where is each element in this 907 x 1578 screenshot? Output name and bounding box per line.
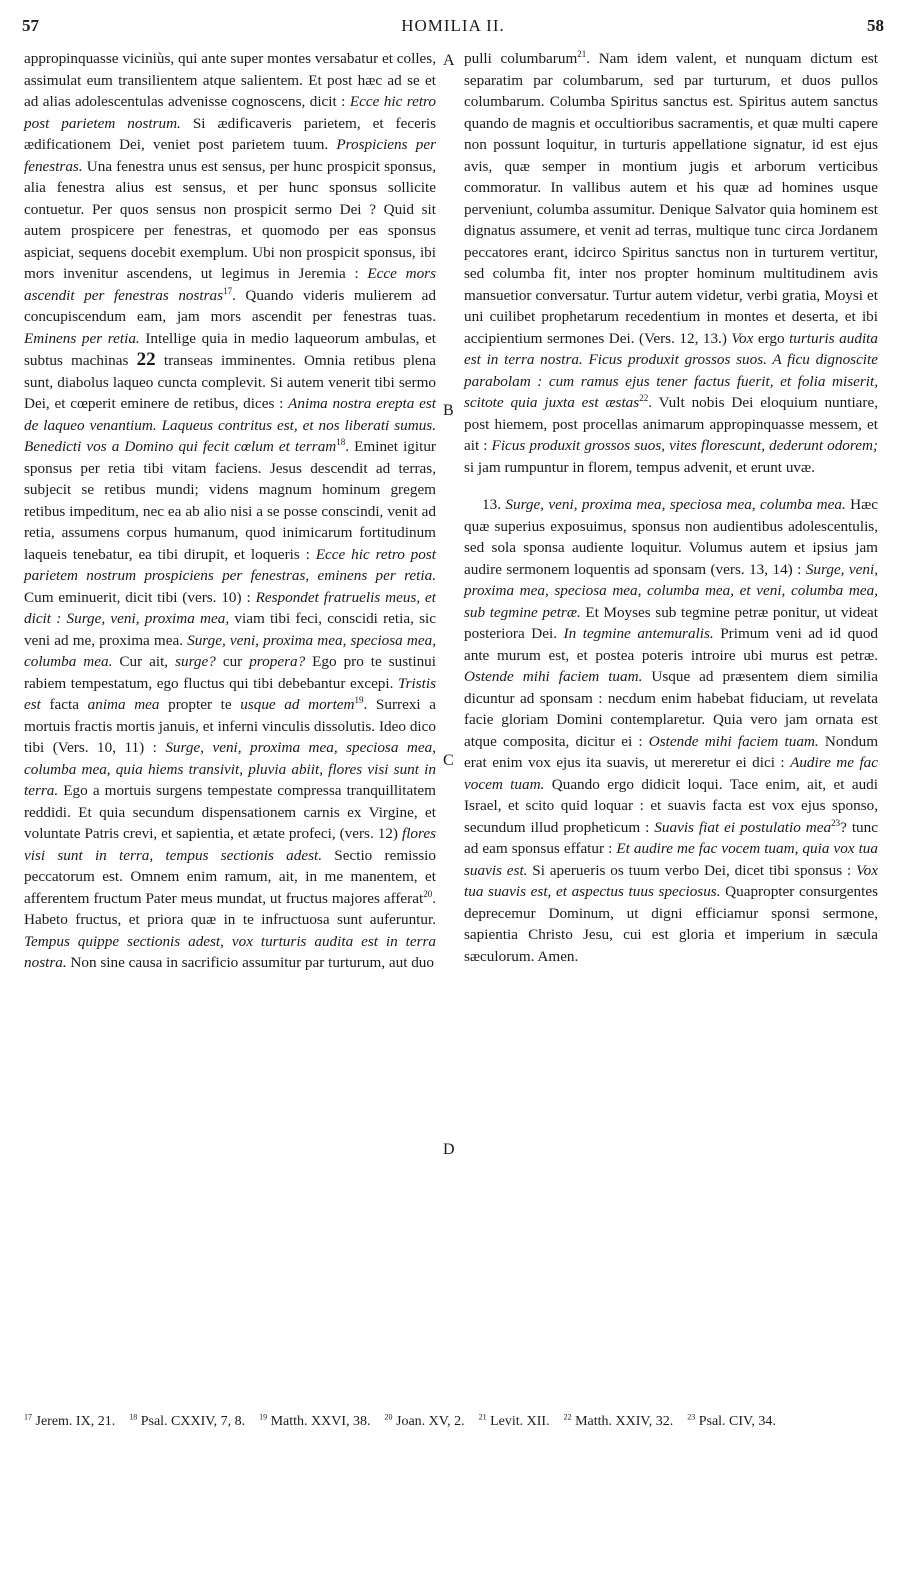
paragraph	[464, 494, 878, 967]
text-run: Et Moyses sub tegmine petræ ponitur, ut videat posteriora Dei.	[464, 603, 878, 642]
quotation: Vox	[731, 329, 754, 347]
right-column	[464, 48, 878, 967]
text-run: . Surrexi a mortuis fractis mortis januis, et inferni vinculis dissolutis. Ideo dico tibi (Vers. 10, 11) :	[24, 696, 437, 756]
footnote-ref: 21	[577, 48, 587, 59]
quotation: Ecce hic retro post parietem nostrum prospiciens per fenestras, eminens per retia.	[24, 545, 436, 584]
text-run: Nondum erat enim vox ejus ita suavis, ut mereretur ei dici :	[464, 732, 879, 771]
text-run: . Nam idem valent, et nunquam dictum est separatim par columbarum, sed par turturum, et duos pullos columbarum. Columba Spiritus sanctus est. Spiritus autem sanctus quando de magnis et occultioribus sacramentis, et quæ multi capere non possunt loquitur, in turturis appellatione signatur, id est ejus avis, quæ semper in montium jugis et arborum verticibus commoratur. In vallibus autem et his quæ ad homines usque perveniunt, columba assumitur. Denique Salvator quia hominem est dignatus assumere, et venit ad terras, multique tunc circa Jordanem peccatores erant, idcirco Spiritus sanctus non in turturem vertitur, sed columba fit, inter nos propter hominum multitudinem avis mansuetior conversatur. Turtur autem videtur, verbi gratia, Moysi et uni cuilibet prophetarum recedentium in montes et deserta, et ibi accipientium sermones Dei. (Vers. 12, 13.)	[464, 50, 878, 347]
quotation: Ecce hic retro post parietem nostrum.	[24, 93, 436, 132]
text-run: Cur ait,	[112, 653, 176, 670]
page-number-left: 57	[22, 16, 39, 35]
margin-marker-b: B	[443, 402, 454, 419]
text-run: facta	[40, 696, 88, 713]
footnote-number: 23	[687, 1412, 696, 1422]
text-run: appropinquasse viciniùs, qui ante super montes versabatur et colles, assimulat eum transilientem atque salientem. Et post hæc ad se et ad alias adolescentulas advenisse cognoscens, dicit :	[24, 50, 436, 110]
text-run: Intellige quia in medio laqueorum ambulas, et subtus machinas	[24, 329, 436, 369]
text-run: pulli columbarum	[464, 50, 578, 67]
quotation: flores visi sunt in terra, tempus sectionis adest.	[24, 825, 436, 864]
text-run: Sectio remissio peccatorum est. Omnem enim ramum, ait, in me manentem, et afferentem fructum Pater meus mundat, ut fructus majores afferat	[24, 846, 436, 907]
quotation: Respondet fratruelis meus, et dicit : Surge, veni, proxima mea,	[24, 588, 436, 627]
text-run: Si ædificaveris parietem, et feceris ædificationem Dei, veniet post parietem tuum.	[24, 114, 437, 153]
footnote-text: Psal. CXXIV, 7, 8.	[140, 1414, 246, 1429]
paragraph	[464, 48, 878, 478]
footnote-number: 21	[478, 1412, 487, 1422]
text-run: Cum eminuerit, dicit tibi (vers. 10) :	[24, 588, 256, 606]
text-run: Quando ergo didicit loqui. Tace enim, ait, et audi Israel, et scito quid loquar : et suavis facta est vox ejus sponso, secundum illud propheticum :	[464, 775, 878, 836]
quotation: Ecce mors ascendit per fenestras nostras	[24, 265, 436, 304]
left-column	[24, 48, 436, 974]
page-header	[22, 16, 884, 40]
footnote-text: Matth. XXIV, 32.	[575, 1414, 674, 1429]
quotation: usque ad mortem	[240, 696, 355, 713]
text-run: Primum veni ad id quod ante murum est, et postea poteris introire ubi murus est petræ.	[464, 625, 879, 664]
quotation: Vox tua suavis est, et aspectus tuus speciosus.	[464, 861, 878, 900]
quotation: Surge, veni, proxima mea, speciosa mea, columba mea, quia hiems transivit, pluvia abiit, flores visi sunt in terra.	[24, 739, 436, 799]
text-run: Quapropter consurgentes deprecemur Dominum, ut digni efficiamur sponsi sermone, sapientia Christo Jesu, cui est gloria et imperium in sæcula sæculorum. Amen.	[464, 883, 878, 965]
quotation: In tegmine antemuralis.	[563, 625, 714, 642]
quotation: Audire me fac vocem tuam.	[464, 754, 878, 793]
text-run: . Quando videris mulierem ad concupiscendum eam, jam mors ascendit per fenestras tuas.	[24, 286, 437, 325]
footnote-ref: 23	[831, 817, 841, 828]
footnote-ref: 17	[223, 285, 233, 296]
text-run: Ego a mortuis surgens tempestate compressa tranquillitatem reddidi. Et quia secundum dispensationem carnis ex Virgine, et voluntate Patris crevi, et sapientia, et ætate profeci, (vers. 12)	[24, 782, 436, 842]
quotation: Tristis est	[24, 674, 436, 713]
text-run: si jam rumpuntur in florem, tempus advenit, et erunt uvæ.	[464, 458, 815, 476]
footnote-ref: 18	[336, 436, 346, 447]
footnote-number: 20	[384, 1412, 393, 1422]
footnote-number: 19	[259, 1412, 268, 1422]
text-run: ergo	[753, 329, 790, 347]
footnote-ref: 20	[423, 888, 433, 899]
text-run: ? tunc ad eam sponsus effatur :	[464, 818, 878, 857]
text-run: . Vult nobis Dei eloquium nuntiare, post hiemem, post procellas animarum appropinquasse messem, et ait :	[464, 394, 879, 454]
footnote	[479, 1414, 550, 1429]
quotation: Eminens per retia.	[24, 329, 140, 347]
footnote-number: 17	[24, 1412, 32, 1422]
verse-number: 13.	[482, 496, 506, 513]
text-run: . Eminet igitur sponsus per retia tibi vitam faciens. Jesus descendit ad terras, subjecit se retibus mundi; videns magnum hominum gregem retibus impeditum, nec ea ab alio nisi a se posse conscindi, venit ad retia, assumens corpus humanum, quod inimicarum fortitudinum laqueis tenebatur, ea tibi dirupit, et loqueris :	[24, 438, 436, 563]
text-run: Non sine causa in sacrificio assumitur par turturum, aut duo	[66, 954, 434, 971]
footnote-text: Levit. XII.	[490, 1414, 550, 1429]
quotation: Tempus quippe sectionis adest, vox turturis audita est in terra nostra.	[24, 932, 436, 971]
quotation: Anima nostra erepta est de laqueo venantium. Laqueus contritus est, et nos liberati sumus. Benedicti vos a Domino qui fecit cœlum et terram	[24, 395, 436, 455]
text-run: Hæc quæ superius exposuimus, sponsus non audientibus adolescentulis, sed sola sponsa audiente loquitur. Volumus autem et ipsius jam audire sermonem loquentis ad sponsam (vers. 13, 14) :	[464, 496, 879, 578]
footnote-number: 18	[129, 1412, 138, 1422]
footnote	[129, 1414, 245, 1429]
footnotes	[24, 1412, 878, 1431]
text-run: transeas imminentes. Omnia retibus plena sunt, diabolus laqueo cuncta complevit. Si autem venerit tibi sermo Dei, et cœperit eminere de retibus, dices :	[24, 352, 436, 412]
quotation: Surge, veni, proxima mea, speciosa mea, columba mea, et veni, columba mea, sub tegmine petræ.	[464, 560, 878, 621]
paragraph	[24, 48, 436, 974]
text-run: viam tibi feci, conscidi retia, sic veni ad me, proxima mea.	[24, 610, 437, 649]
footnote-ref: 22	[639, 392, 649, 403]
footnote-text: Joan. XV, 2.	[396, 1414, 465, 1429]
footnote	[24, 1414, 115, 1429]
text-run: Ego pro te sustinui rabiem tempestatum, ego fluctus qui tibi debebantur excepi.	[24, 653, 436, 692]
text-run: Una fenestra unus est sensus, per hunc prospicit sponsus, alia fenestra alius est sensus, et per hunc sponsus sollicite contuetur. Per quos sensus non prospicit sermo Dei ? Quid sit autem prospicere per fenestras, et quomodo per eas sponsus aspiciat, sequens docebit exemplum. Ubi non prospicit sponsus, ibi mors invenitur ascendens, ut legimus in Jeremia :	[24, 157, 436, 282]
footnote-number: 22	[563, 1412, 572, 1422]
quotation: turturis audita est in terra nostra. Ficus produxit grossos suos. A ficu dignoscite parabolam : cum ramus ejus tener factus fuerit, et folia miserit, scitote quia juxta est æstas	[464, 329, 878, 411]
page-number-right: 58	[867, 16, 884, 35]
footnote-ref: 19	[354, 694, 364, 705]
quotation: Et audire me fac vocem tuam, quia vox tua suavis est.	[464, 840, 878, 879]
quotation: Suavis fiat ei postulatio mea	[654, 818, 832, 836]
quotation: propera?	[249, 653, 306, 670]
text-run: Si aperueris os tuum verbo Dei, dicet tibi sponsus :	[527, 861, 857, 879]
quotation: Ostende mihi faciem tuam.	[648, 732, 819, 750]
margin-marker-a: A	[443, 52, 455, 69]
quotation: Surge, veni, proxima mea, speciosa mea, columba mea.	[505, 496, 846, 513]
text-run: . Habeto fructus, et priora quæ in te infructuosa sunt auferuntur.	[24, 889, 436, 928]
quotation: surge?	[175, 653, 216, 670]
footnote	[687, 1414, 776, 1429]
text-run: Usque ad præsentem diem similia dicuntur ad sponsam : necdum enim habebat fiduciam, ut revelata facie gloriam Domini contemplaretur. Quia vero jam ornata est atque composita, dicitur ei :	[464, 668, 878, 750]
footnote	[564, 1414, 674, 1429]
running-title: HOMILIA II.	[401, 16, 505, 35]
quotation: Ficus produxit grossos suos, vites florescunt, dederunt odorem;	[491, 437, 879, 454]
column-number: 22	[136, 349, 156, 370]
text-run: propter te	[159, 696, 241, 713]
margin-marker-c: C	[443, 752, 454, 769]
footnote-text: Jerem. IX, 21.	[35, 1414, 116, 1429]
footnote	[259, 1414, 370, 1429]
quotation: Prospiciens per fenestras.	[24, 136, 436, 175]
footnote-text: Psal. CIV, 34.	[698, 1414, 776, 1429]
footnote	[385, 1414, 465, 1429]
footnote-text: Matth. XXVI, 38.	[270, 1414, 371, 1429]
quotation: Surge, veni, proxima mea, speciosa mea, columba mea.	[24, 631, 436, 670]
quotation: Ostende mihi faciem tuam.	[464, 668, 643, 685]
text-run: cur	[215, 653, 250, 670]
quotation: anima mea	[87, 696, 160, 713]
margin-marker-d: D	[443, 1141, 455, 1158]
